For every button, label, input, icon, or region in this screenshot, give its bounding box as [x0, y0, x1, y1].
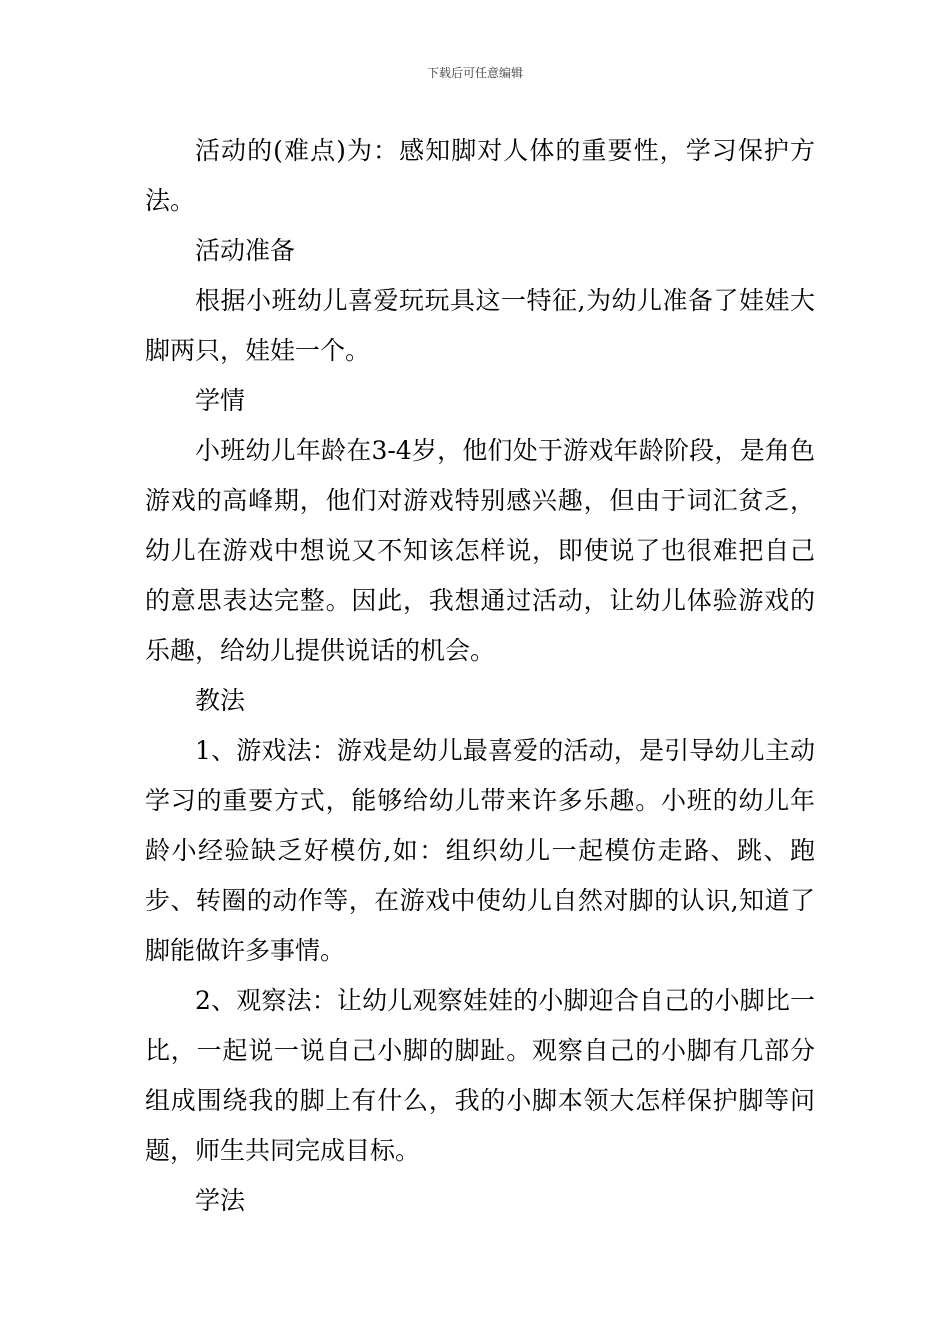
- heading-preparation: 活动准备: [195, 236, 296, 265]
- paragraph-learner-analysis: 小班幼儿年龄在3-4岁，他们处于游戏年龄阶段，是角色游戏的高峰期，他们对游戏特别感兴趣，但由于词汇贫乏，幼儿在游戏中想说又不知该怎样说，即使说了也很难把自己的意思表达完整。因此，我想通过活动，让幼儿体验游戏的乐趣，给幼儿提供说话的机会。: [145, 436, 815, 665]
- page-header: 下载后可任意编辑: [426, 66, 523, 80]
- paragraph-difficulty: 活动的(难点)为：感知脚对人体的重要性，学习保护方法。: [145, 136, 815, 215]
- heading-learner-analysis: 学情: [195, 386, 246, 415]
- paragraph-observation-method: 2、观察法：让幼儿观察娃娃的小脚迎合自己的小脚比一比，一起说一说自己小脚的脚趾。观察自己的小脚有几部分组成围绕我的脚上有什么，我的小脚本领大怎样保护脚等问题，师生共同完成目标。: [145, 986, 815, 1165]
- heading-teaching-methods: 教法: [195, 686, 246, 715]
- paragraph-preparation: 根据小班幼儿喜爱玩玩具这一特征,为幼儿准备了娃娃大脚两只，娃娃一个。: [145, 286, 815, 365]
- heading-learning-methods: 学法: [195, 1186, 246, 1215]
- document-body: [145, 126, 815, 1226]
- paragraph-game-method: 1、游戏法：游戏是幼儿最喜爱的活动，是引导幼儿主动学习的重要方式，能够给幼儿带来许多乐趣。小班的幼儿年龄小经验缺乏好模仿,如：组织幼儿一起模仿走路、跳、跑步、转圈的动作等，在游戏中使幼儿自然对脚的认识,知道了脚能做许多事情。: [145, 736, 815, 965]
